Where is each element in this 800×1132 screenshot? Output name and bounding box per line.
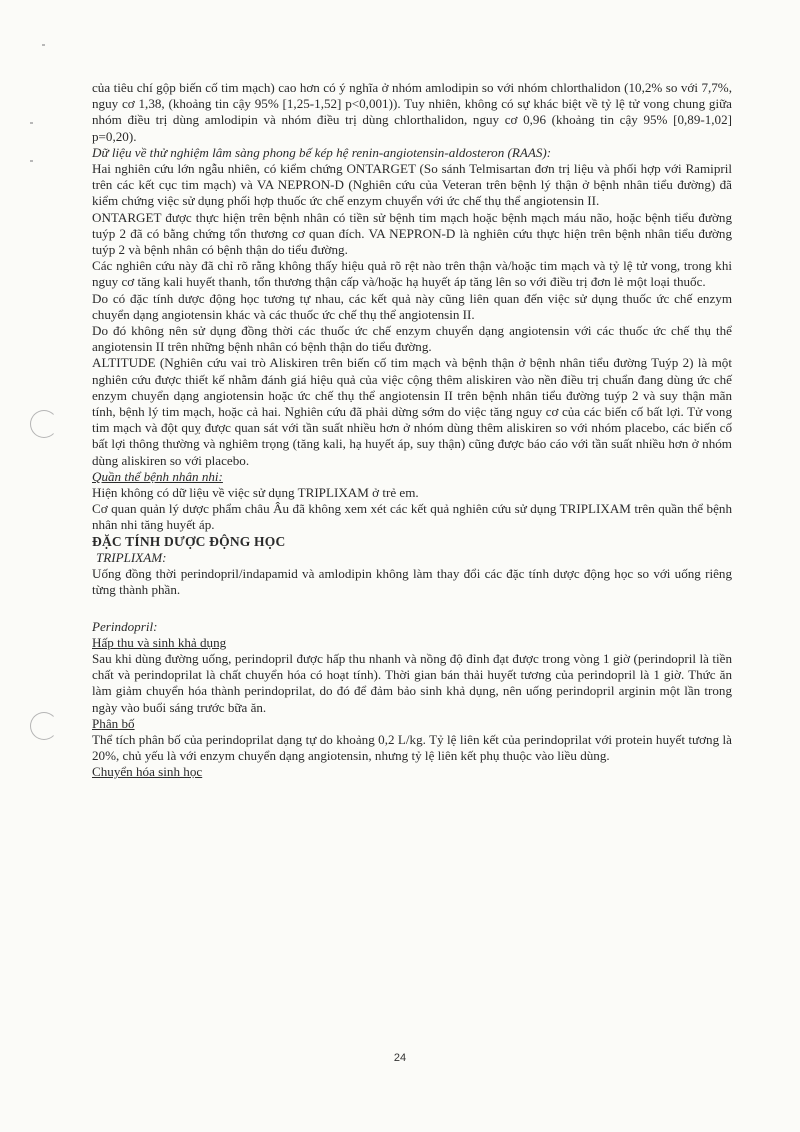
pediatric-heading: Quần thể bệnh nhân nhi:: [92, 468, 223, 484]
raas-trial-heading: Dữ liệu về thử nghiệm lâm sàng phong bế kép hệ renin-angiotensin-aldosteron (RAAS):: [92, 144, 552, 160]
paragraph: Sau khi dùng đường uống, perindopril được hấp thu nhanh và nồng độ đỉnh đạt được trong vòng 1 giờ (perindopril là tiền chất và perindoprilat là chất chuyển hóa có hoạt tính). Thời gian bán thải huyết tương của perindopril là 1 giờ. Thức ăn làm giảm chuyển hóa thành perindoprilat, do đó để đảm bảo sinh khả dụng, nên uống perindopril arginin một lần trong ngày vào buổi sáng trước bữa ăn.: [92, 650, 732, 715]
paragraph: Hai nghiên cứu lớn ngẫu nhiên, có kiểm chứng ONTARGET (So sánh Telmisartan đơn trị liệu và phối hợp với Ramipril trên các kết cục tim mạch) và VA NEPRON-D (Nghiên cứu của Veteran trên bệnh lý thận ở bệnh nhân tiểu đường) đã kiểm chứng việc sử dụng phối hợp thuốc ức chế enzym chuyển với ức chế thụ thể angiotensin II.: [92, 161, 732, 209]
binder-hole-mark: [30, 712, 58, 740]
section-title: ĐẶC TÍNH DƯỢC ĐỘNG HỌC: [92, 533, 286, 549]
paragraph: ALTITUDE (Nghiên cứu vai trò Aliskiren trên biến cố tim mạch và bệnh thận ở bệnh nhân tiểu đường Tuýp 2) là một nghiên cứu được thiết kế nhằm đánh giá hiệu quả của việc cộng thêm aliskiren vào nền điều trị chuẩn đang dùng ức chế enzym chuyển dạng angiotensin hoặc ức chế thụ thể angiotensin II trên bệnh nhân tiểu đường tuýp 2 và suy thận mãn tính, bệnh lý tim mạch, hoặc cả hai. Nghiên cứu đã phải dừng sớm do việc tăng nguy cơ của các biến cố bất lợi. Tử vong tim mạch và đột quỵ được quan sát với tần suất nhiều hơn ở nhóm dùng thêm aliskiren so với nhóm placebo, các biến cố bất lợi thông thường và nghiêm trọng (tăng kali, hạ huyết áp, suy thận) cũng được báo cáo với tần suất nhiều hơn ở nhóm dùng aliskiren so với placebo.: [92, 355, 732, 468]
paragraph: Hiện không có dữ liệu về việc sử dụng TRIPLIXAM ở trẻ em.: [92, 485, 419, 501]
paragraph: Thể tích phân bố của perindoprilat dạng tự do khoảng 0,2 L/kg. Tỷ lệ liên kết của perindoprilat với protein huyết tương là 20%, chủ yếu là với enzym chuyển dạng angiotensin, nhưng tỷ lệ liên kết phụ thuộc vào liều dùng.: [92, 731, 732, 764]
perindopril-heading: Perindopril:: [92, 618, 158, 634]
absorption-heading: Hấp thu và sinh khả dụng: [92, 634, 227, 650]
document-body: [92, 80, 732, 781]
binder-hole-mark: [30, 410, 58, 438]
paragraph: Cơ quan quản lý dược phẩm châu Âu đã không xem xét các kết quả nghiên cứu sử dụng TRIPLIXAM trên quần thể bệnh nhân nhi tăng huyết áp.: [92, 501, 732, 533]
scan-speck: [42, 44, 45, 46]
scan-speck: [30, 160, 33, 162]
distribution-heading: Phân bố: [92, 715, 135, 731]
paragraph: của tiêu chí gộp biến cố tim mạch) cao hơn có ý nghĩa ở nhóm amlodipin so với nhóm chlorthalidon (10,2% so với 7,7%, nguy cơ 1,38, (khoảng tin cậy 95% [1,25-1,52] p<0,001)). Tuy nhiên, không có sự khác biệt về tỷ lệ tử vong chung giữa nhóm điều trị dùng amlodipin và nhóm điều trị dùng chlorthalidon, nguy cơ 0,96 (khoảng tin cậy 95% [0,89-1,02] p=0,20).: [92, 80, 732, 144]
scan-speck: [30, 122, 33, 124]
metabolism-heading: Chuyển hóa sinh học: [92, 764, 203, 780]
paragraph: Do đó không nên sử dụng đồng thời các thuốc ức chế enzym chuyển dạng angiotensin với các thuốc ức chế thụ thể angiotensin II trên những bệnh nhân có bệnh thận do tiểu đường.: [92, 323, 732, 355]
paragraph: Các nghiên cứu này đã chỉ rõ rằng không thấy hiệu quả rõ rệt nào trên thận và/hoặc tim mạch và tỷ lệ tử vong, trong khi nguy cơ tăng kali huyết thanh, tổn thương thận cấp và/hoặc hạ huyết áp tăng lên so với điều trị đơn lẻ một loại thuốc.: [92, 258, 732, 290]
page-number: 24: [393, 1052, 407, 1064]
paragraph: Do có đặc tính dược động học tương tự nhau, các kết quả này cũng liên quan đến việc sử dụng thuốc ức chế enzym chuyển dạng angiotensin khác và các thuốc ức chế thụ thể angiotensin II.: [92, 290, 732, 322]
triplixam-heading: TRIPLIXAM:: [96, 549, 167, 565]
paragraph: ONTARGET được thực hiện trên bệnh nhân có tiền sử bệnh tim mạch hoặc bệnh mạch máu não, hoặc bệnh tiểu đường tuýp 2 đã có bằng chứng tổn thương cơ quan đích. VA NEPRON-D là nghiên cứu thực hiện trên bệnh nhân tiểu đường tuýp 2 và bệnh nhân có bệnh thận do tiểu đường.: [92, 209, 732, 258]
paragraph: Uống đồng thời perindopril/indapamid và amlodipin không làm thay đổi các đặc tính dược động học so với uống riêng từng thành phần.: [92, 566, 732, 598]
